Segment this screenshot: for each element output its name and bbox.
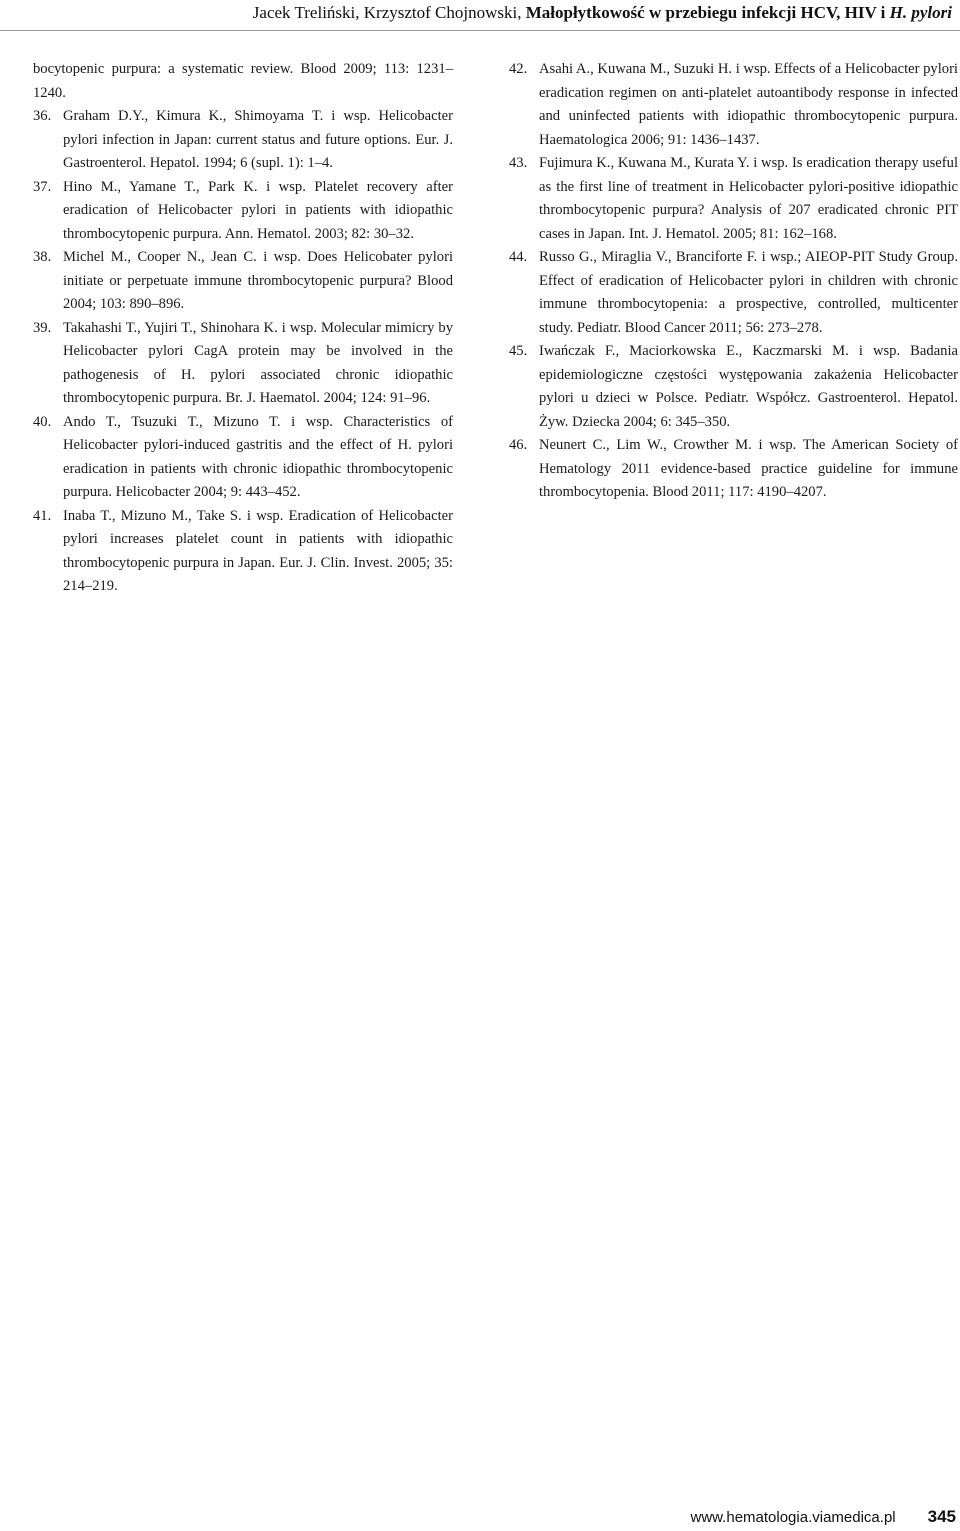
reference-item bbox=[33, 411, 453, 505]
reference-text: Fujimura K., Kuwana M., Kurata Y. i wsp. Is eradication therapy useful as the first line of treatment in Helicobacter pylori-positive idiopathic thrombocytopenic purpura? Analysis of 207 eradicated chronic PIT cases in Japan. Int. J. Hematol. 2005; 81: 162–168. bbox=[539, 155, 958, 242]
header-authors: Jacek Treliński, Krzysztof Chojnowski, bbox=[252, 3, 522, 22]
reference-number: 41. bbox=[33, 507, 52, 524]
references-left-column bbox=[33, 58, 453, 599]
journal-url[interactable]: www.hematologia.viamedica.pl bbox=[690, 1509, 896, 1526]
reference-text: Russo G., Miraglia V., Branciforte F. i wsp.; AIEOP-PIT Study Group. Effect of eradication of Helicobacter pylori in children with chronic immune thrombocytopenia: a prospective, controlled, multicenter study. Pediatr. Blood Cancer 2011; 56: 273–278. bbox=[539, 249, 958, 336]
running-header bbox=[8, 2, 952, 24]
reference-number: 37. bbox=[33, 178, 52, 195]
reference-text: Michel M., Cooper N., Jean C. i wsp. Does Helicobater pylori initiate or perpetuate immune thrombocytopenic purpura? Blood 2004; 103: 890–896. bbox=[63, 249, 453, 312]
reference-item bbox=[509, 246, 958, 340]
reference-item bbox=[33, 105, 453, 176]
page-footer bbox=[691, 1507, 956, 1527]
reference-number: 43. bbox=[509, 155, 528, 171]
reference-item bbox=[509, 434, 958, 505]
reference-text: Asahi A., Kuwana M., Suzuki H. i wsp. Effects of a Helicobacter pylori eradication regimen on anti-platelet autoantibody response in infected and uninfected patients with idiopathic thrombocytopenic purpura. Haematologica 2006; 91: 1436–1437. bbox=[539, 61, 958, 148]
reference-continuation: bocytopenic purpura: a systematic review. Blood 2009; 113: 1231–1240. bbox=[33, 61, 453, 101]
reference-number: 44. bbox=[509, 249, 528, 265]
reference-text: Iwańczak F., Maciorkowska E., Kaczmarski M. i wsp. Badania epidemiologiczne częstości występowania zakażenia Helicobacter pylori u dzieci w Polsce. Pediatr. Współcz. Gastroenterol. Hepatol. Żyw. Dziecka 2004; 6: 345–350. bbox=[539, 343, 958, 430]
reference-number: 36. bbox=[33, 108, 52, 124]
reference-item bbox=[509, 152, 958, 246]
reference-item bbox=[509, 340, 958, 434]
header-title: Małopłytkowość w przebiegu infekcji HCV, HIV i bbox=[525, 3, 886, 22]
header-rule bbox=[0, 30, 960, 31]
reference-text: Inaba T., Mizuno M., Take S. i wsp. Eradication of Helicobacter pylori increases platelet count in patients with idiopathic thrombocytopenic purpura in Japan. Eur. J. Clin. Invest. 2005; 35: 214–219. bbox=[63, 507, 453, 594]
reference-text: Hino M., Yamane T., Park K. i wsp. Platelet recovery after eradication of Helicobacter pylori in patients with idiopathic thrombocytopenic purpura. Ann. Hematol. 2003; 82: 30–32. bbox=[63, 178, 453, 242]
reference-number: 42. bbox=[509, 61, 528, 77]
header-species: H. pylori bbox=[889, 3, 952, 22]
reference-text: Neunert C., Lim W., Crowther M. i wsp. The American Society of Hematology 2011 evidence-based practice guideline for immune thrombocytopenia. Blood 2011; 117: 4190–4207. bbox=[539, 437, 958, 500]
page-number: 345 bbox=[927, 1507, 956, 1526]
reference-number: 39. bbox=[33, 319, 52, 336]
reference-text: Ando T., Tsuzuki T., Mizuno T. i wsp. Characteristics of Helicobacter pylori-induced gastritis and the effect of H. pylori eradication in patients with chronic idiopathic thrombocytopenic purpura. Helicobacter 2004; 9: 443–452. bbox=[63, 413, 453, 500]
reference-item bbox=[509, 58, 958, 152]
reference-item bbox=[33, 317, 453, 411]
reference-text: Graham D.Y., Kimura K., Shimoyama T. i wsp. Helicobacter pylori infection in Japan: current status and future options. Eur. J. Gastroenterol. Hepatol. 1994; 6 (supl. 1): 1–4. bbox=[63, 108, 453, 171]
reference-number: 40. bbox=[33, 413, 52, 430]
reference-text: Takahashi T., Yujiri T., Shinohara K. i wsp. Molecular mimicry by Helicobacter pylori CagA protein may be involved in the pathogenesis of H. pylori associated chronic idiopathic thrombocytopenic purpura. Br. J. Haematol. 2004; 124: 91–96. bbox=[63, 319, 453, 406]
reference-item bbox=[33, 176, 453, 247]
reference-number: 46. bbox=[509, 437, 528, 453]
reference-number: 38. bbox=[33, 249, 52, 265]
reference-item bbox=[33, 246, 453, 317]
reference-number: 45. bbox=[509, 343, 528, 359]
references-right-column bbox=[509, 58, 958, 505]
reference-item bbox=[33, 505, 453, 599]
